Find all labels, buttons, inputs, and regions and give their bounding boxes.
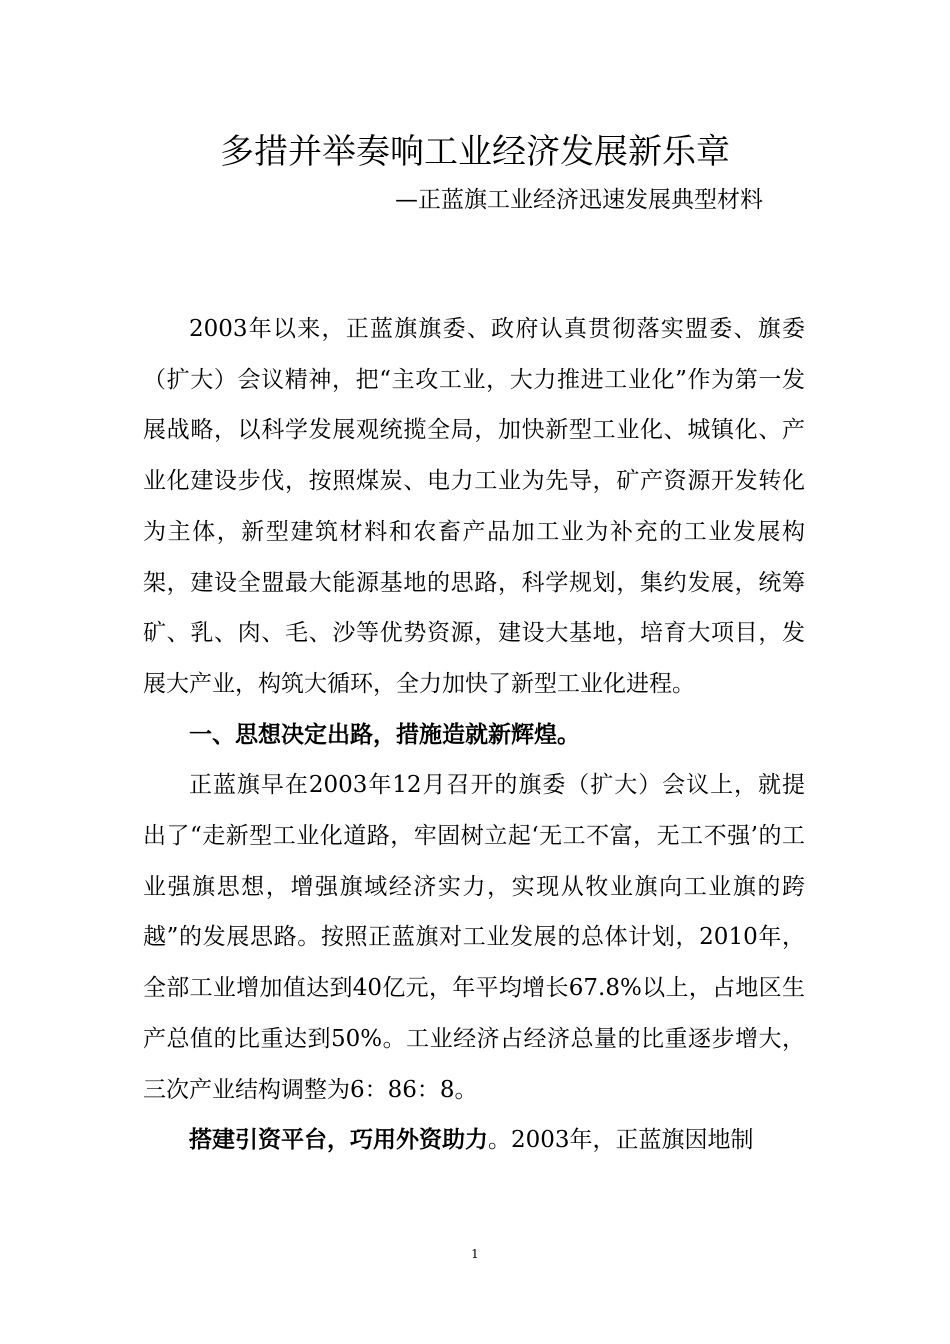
section-heading: 一、思想决定出路，措施造就新辉煌。	[189, 721, 580, 748]
body-paragraph: 正蓝旗早在2003年12月召开的旗委（扩大）会议上，就提出了“走新型工业化道路，牢固树立起‘无工不富，无工不强’的工业强旗思想，增强旗域经济实力，实现从牧业旗向工业旗的跨越”的发展思路。按照正蓝旗对工业发展的总体计划，2010年，全部工业增加值达到40亿元，年平均增长67.8%以上，占地区生产总值的比重达到50%。工业经济占经济总量的比重逐步增大，三次产业结构调整为6：86：8。	[143, 772, 805, 1103]
document-title: 多措并举奏响工业经济发展新乐章	[220, 132, 730, 172]
document-body	[143, 304, 805, 1166]
body-paragraph	[143, 1115, 805, 1166]
page-number: 1	[471, 1247, 479, 1261]
document-subtitle: —正蓝旗工业经济迅速发展典型材料	[395, 187, 763, 213]
paragraph-lead-bold: 搭建引资平台，巧用外资助力	[189, 1127, 488, 1154]
body-paragraph: 2003年以来，正蓝旗旗委、政府认真贯彻落实盟委、旗委（扩大）会议精神，把“主攻工业，大力推进工业化”作为第一发展战略，以科学发展观统揽全局，加快新型工业化、城镇化、产业化建设步伐，按照煤炭、电力工业为先导，矿产资源开发转化为主体，新型建筑材料和农畜产品加工业为补充的工业发展构架，建设全盟最大能源基地的思路，科学规划，集约发展，统筹矿、乳、肉、毛、沙等优势资源，建设大基地，培育大项目，发展大产业，构筑大循环，全力加快了新型工业化进程。	[143, 316, 805, 697]
paragraph-text: 。2003年，正蓝旗因地制	[488, 1127, 754, 1154]
